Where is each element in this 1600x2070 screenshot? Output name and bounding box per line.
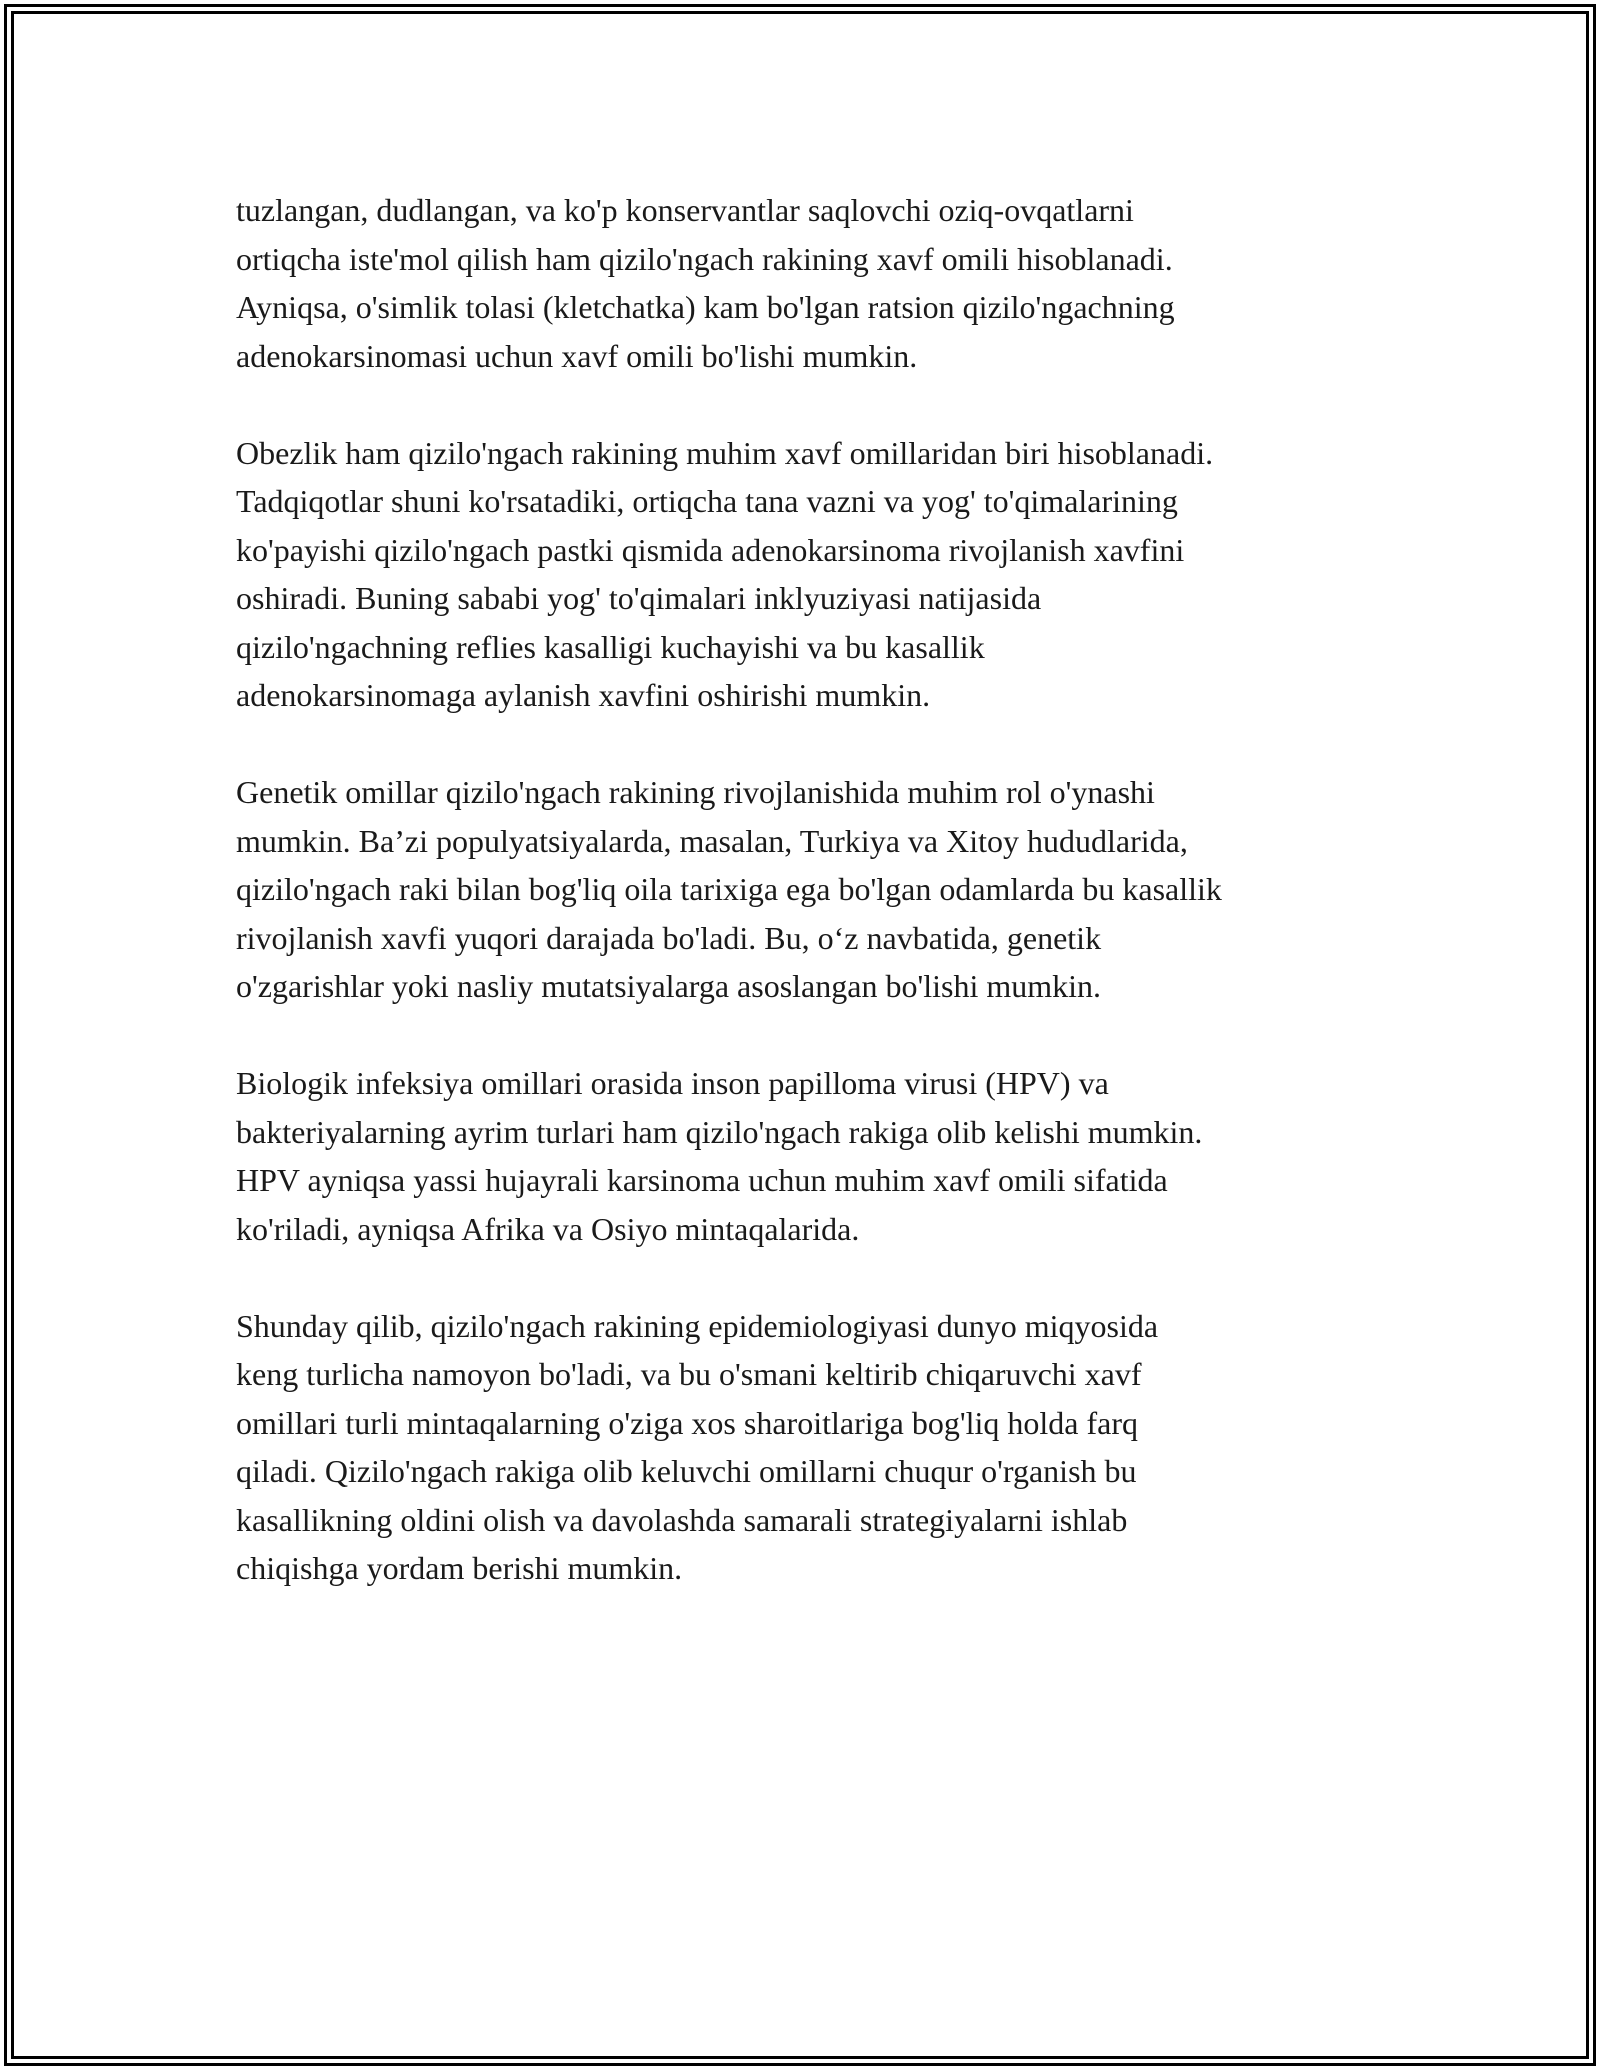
text-line: adenokarsinomasi uchun xavf omili bo'lishi mumkin. <box>236 337 918 374</box>
text-line: chiqishga yordam berishi mumkin. <box>236 1550 683 1586</box>
text-line: ortiqcha iste'mol qilish ham qizilo'ngach rakining xavf omili hisoblanadi. <box>236 240 1173 277</box>
text-line: bakteriyalarning ayrim turlari ham qizilo'ngach rakiga olib kelishi mumkin. <box>236 1113 1203 1150</box>
text-line: oshiradi. Buning sababi yog' to'qimalari inklyuziyasi natijasida <box>236 580 1042 616</box>
text-line: adenokarsinomaga aylanish xavfini oshirishi mumkin. <box>236 677 931 713</box>
text-line: keng turlicha namoyon bo'ladi, va bu o'smani keltirib chiqaruvchi xavf <box>236 1356 1142 1392</box>
text-line: Shunday qilib, qizilo'ngach rakining epidemiologiyasi dunyo miqyosida <box>236 1307 1159 1344</box>
text-line: Obezlik ham qizilo'ngach rakining muhim xavf omillaridan biri hisoblanadi. <box>236 434 1214 471</box>
text-line: mumkin. Ba’zi populyatsiyalarda, masalan, Turkiya va Xitoy hududlarida, <box>236 822 1188 859</box>
text-line: Genetik omillar qizilo'ngach rakining rivojlanishida muhim rol o'ynashi <box>236 774 1155 810</box>
paragraph-infection-factors <box>236 1059 1376 1253</box>
text-line: rivojlanish xavfi yuqori darajada bo'ladi. Bu, o‘z navbatida, genetik <box>236 919 1102 956</box>
text-line: HPV ayniqsa yassi hujayrali karsinoma uchun muhim xavf omili sifatida <box>236 1162 1168 1198</box>
paragraph-conclusion <box>236 1302 1376 1593</box>
text-line: kasallikning oldini olish va davolashda samarali strategiyalarni ishlab <box>236 1501 1128 1538</box>
text-line: qizilo'ngachning reflies kasalligi kuchayishi va bu kasallik <box>236 628 985 665</box>
text-line: Biologik infeksiya omillari orasida inson papilloma virusi (HPV) va <box>236 1065 1109 1101</box>
paragraph-genetic-factors <box>236 768 1376 1011</box>
text-line: qiladi. Qizilo'ngach rakiga olib keluvchi omillarni chuqur o'rganish bu <box>236 1453 1137 1489</box>
text-line: qizilo'ngach raki bilan bog'liq oila tarixiga ega bo'lgan odamlarda bu kasallik <box>236 871 1222 907</box>
paragraph-diet-risk <box>236 186 1376 380</box>
document-body <box>236 186 1376 1641</box>
text-line: omillari turli mintaqalarning o'ziga xos sharoitlariga bog'liq holda farq <box>236 1404 1138 1441</box>
text-line: Tadqiqotlar shuni ko'rsatadiki, ortiqcha tana vazni va yog' to'qimalarining <box>236 483 1178 519</box>
text-line: ko'payishi qizilo'ngach pastki qismida adenokarsinoma rivojlanish xavfini <box>236 531 1185 568</box>
text-line: Ayniqsa, o'simlik tolasi (kletchatka) kam bo'lgan ratsion qizilo'ngachning <box>236 289 1175 325</box>
text-line: ko'riladi, ayniqsa Afrika va Osiyo mintaqalarida. <box>236 1210 860 1247</box>
text-line: o'zgarishlar yoki nasliy mutatsiyalarga asoslangan bo'lishi mumkin. <box>236 968 1102 1004</box>
paragraph-obesity-risk <box>236 429 1376 720</box>
text-line: tuzlangan, dudlangan, va ko'p konservantlar saqlovchi oziq-ovqatlarni <box>236 192 1134 228</box>
